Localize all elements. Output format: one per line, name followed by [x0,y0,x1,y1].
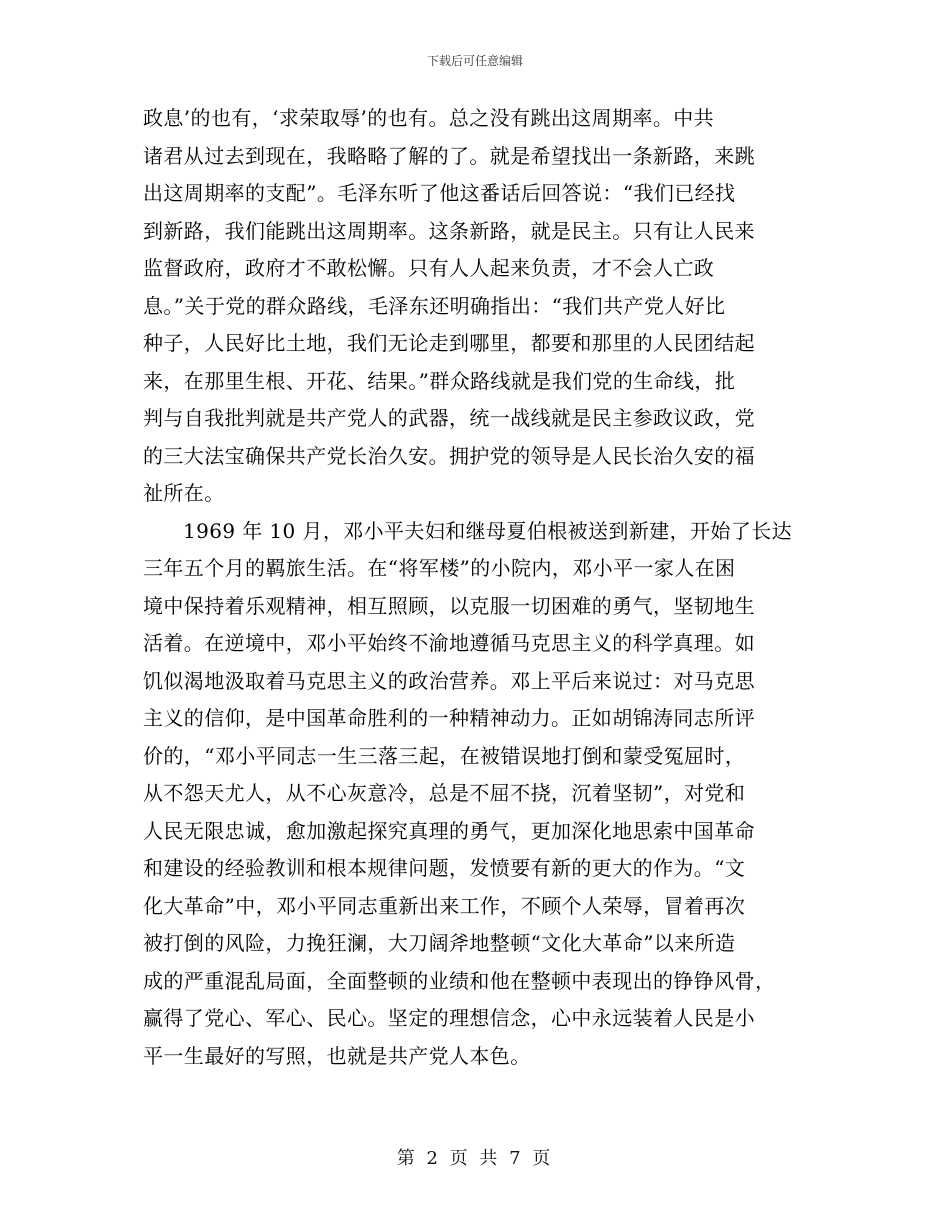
text-line: 诸君从过去到现在，我略略了解的了。就是希望找出一条新路，来跳 [143,143,755,168]
text-line: 境中保持着乐观精神，相互照顾，以克服一切困难的勇气，坚韧地生 [143,593,755,618]
document-body [143,100,807,1075]
text-line: 从不怨天尤人，从不心灰意冷，总是不屈不挠，沉着坚韧”，对党和 [143,781,746,805]
text-line: 到新路，我们能跳出这周期率。这条新路，就是民主。只有让人民来 [143,218,755,243]
text-line: 平一生最好的写照，也就是共产党人本色。 [143,1043,531,1068]
text-line: 饥似渴地汲取着马克思主义的政治营养。邓上平后来说过：对马克思 [143,668,755,693]
text-line: 人民无限忠诚，愈加激起探究真理的勇气，更加深化地思索中国革命 [143,818,755,843]
text-line: 息。”关于党的群众路线，毛泽东还明确指出：“我们共产党人好比 [143,293,726,318]
page-number: 第 2 页 共 7 页 [396,1148,554,1169]
text-line: 来，在那里生根、开花、结果。”群众路线就是我们党的生命线，批 [143,368,736,393]
text-line: 监督政府，政府才不敢松懈。只有人人起来负责，才不会人亡政 [143,256,715,280]
text-line: 价的，“邓小平同志一生三落三起，在被错误地打倒和蒙受冤屈时， [143,743,746,768]
text-line: 赢得了党心、军心、民心。坚定的理想信念，心中永远装着人民是小 [143,1006,755,1030]
text-line: 三年五个月的羁旅生活。在“将军楼”的小院内，邓小平一家人在困 [143,556,736,580]
text-line: 成的严重混乱局面，全面整顿的业绩和他在整顿中表现出的铮铮风骨， [143,968,776,993]
text-line: 和建设的经验教训和根本规律问题，发愤要有新的更大的作为。“文 [143,856,746,880]
text-line: 的三大法宝确保共产党长治久安。拥护党的领导是人民长治久安的福 [143,443,755,468]
text-line: 政息’的也有，‘求荣取辱’的也有。总之没有跳出这周期率。中共 [143,106,715,130]
text-line: 主义的信仰，是中国革命胜利的一种精神动力。正如胡锦涛同志所评 [143,706,755,730]
text-line: 祉所在。 [143,481,225,505]
text-line: 出这周期率的支配”。毛泽东听了他这番话后回答说：“我们已经找 [143,181,736,205]
text-line: 被打倒的风险，力挽狂澜，大刀阔斧地整顿“文化大革命”以来所造 [143,931,736,955]
paragraph-start-line: 1969 年 10 月，邓小平夫妇和继母夏伯根被送到新建，开始了长达 [183,518,793,543]
text-line: 判与自我批判就是共产党人的武器，统一战线就是民主参政议政，党 [143,406,755,430]
page-header: 下载后可任意编辑 [426,54,523,68]
text-line: 化大革命”中，邓小平同志重新出来工作，不顾个人荣辱，冒着再次 [143,893,746,918]
text-line: 种子，人民好比土地，我们无论走到哪里，都要和那里的人民团结起 [143,331,755,355]
text-line: 活着。在逆境中，邓小平始终不渝地遵循马克思主义的科学真理。如 [143,631,755,655]
